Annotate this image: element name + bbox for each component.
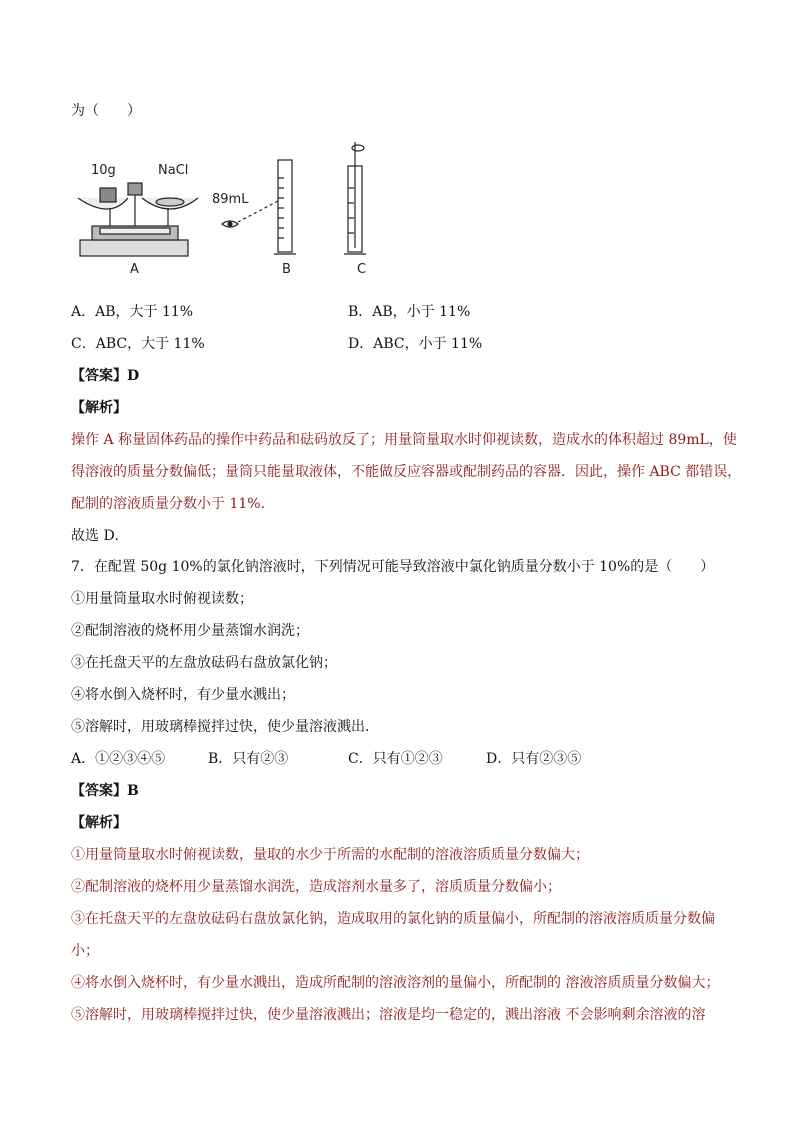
question-tail: 为（ ） [71, 103, 141, 119]
q6-answer: 【答案】D [71, 368, 140, 384]
q7-option-b: B．只有②③ [208, 751, 289, 767]
graduated-cylinder-b-icon [274, 160, 296, 254]
q7-item: ②配制溶液的烧杯用少量蒸馏水润洗； [71, 623, 309, 639]
figure-label-a: A [130, 262, 139, 277]
q6-conclusion: 故选 D． [71, 528, 129, 544]
q6-analysis-line: 得溶液的质量分数偏低；量筒只能量取液体，不能做反应容器或配制药品的容器．因此，操作 ABC 都错误， [71, 464, 742, 480]
q7-analysis-line: ③在托盘天平的左盘放砝码右盘放氯化钠，造成取用的氯化钠的质量偏小，所配制的溶液溶质质量分数偏 [71, 911, 715, 927]
q7-item: ③在托盘天平的左盘放砝码右盘放氯化钠； [71, 655, 337, 671]
q7-option-c: C．只有①②③ [348, 751, 443, 767]
q7-analysis-line: ④将水倒入烧杯时，有少量水溅出，造成所配制的溶液溶剂的量偏小，所配制的 溶液溶质质量分数偏大； [71, 975, 720, 991]
weight-label: 10g [91, 163, 116, 178]
q7-analysis-line: ①用量筒量取水时俯视读数，量取的水少于所需的水配制的溶液溶质质量分数偏大； [71, 847, 589, 863]
q7-analysis-line: 小； [71, 943, 99, 959]
q7-option-d: D．只有②③⑤ [486, 751, 582, 767]
q6-analysis-line: 配制的溶液质量分数小于 11%． [71, 496, 275, 512]
q7-analysis-title: 【解析】 [71, 815, 127, 831]
q7-stem: 7．在配置 50g 10%的氯化钠溶液时，下列情况可能导致溶液中氯化钠质量分数小于 10%的是（ ） [71, 559, 715, 575]
graduated-cylinder-c-icon [344, 142, 366, 254]
experiment-figure [70, 138, 410, 278]
q6-option-d: D．ABC，小于 11% [348, 336, 483, 352]
q7-item: ①用量筒量取水时俯视读数； [71, 591, 253, 607]
q7-analysis-line: ②配制溶液的烧杯用少量蒸馏水润洗，造成溶剂水量多了，溶质质量分数偏小； [71, 879, 561, 895]
q6-option-c: C．ABC，大于 11% [71, 336, 205, 352]
q6-option-b: B．AB，小于 11% [348, 304, 471, 320]
q7-analysis-line: ⑤溶解时，用玻璃棒搅拌过快，使少量溶液溅出；溶液是均一稳定的，溅出溶液 不会影响剩余溶液的溶 [71, 1007, 706, 1023]
q7-answer: 【答案】B [71, 783, 139, 799]
q6-analysis-line: 操作 A 称量固体药品的操作中药品和砝码放反了；用量筒量取水时仰视读数，造成水的体积超过 89mL，使 [71, 432, 737, 448]
figure-label-b: B [282, 262, 291, 277]
q6-option-a: A．AB，大于 11% [71, 304, 194, 320]
balance-icon [78, 183, 198, 256]
q7-item: ⑤溶解时，用玻璃棒搅拌过快，使少量溶液溅出． [71, 719, 379, 735]
volume-label: 89mL [212, 192, 249, 207]
q6-analysis-title: 【解析】 [71, 400, 127, 416]
figure-label-c: C [357, 262, 367, 277]
salt-label: NaCl [158, 163, 189, 178]
q7-option-a: A．①②③④⑤ [71, 751, 166, 767]
q7-item: ④将水倒入烧杯时，有少量水溅出； [71, 687, 295, 703]
